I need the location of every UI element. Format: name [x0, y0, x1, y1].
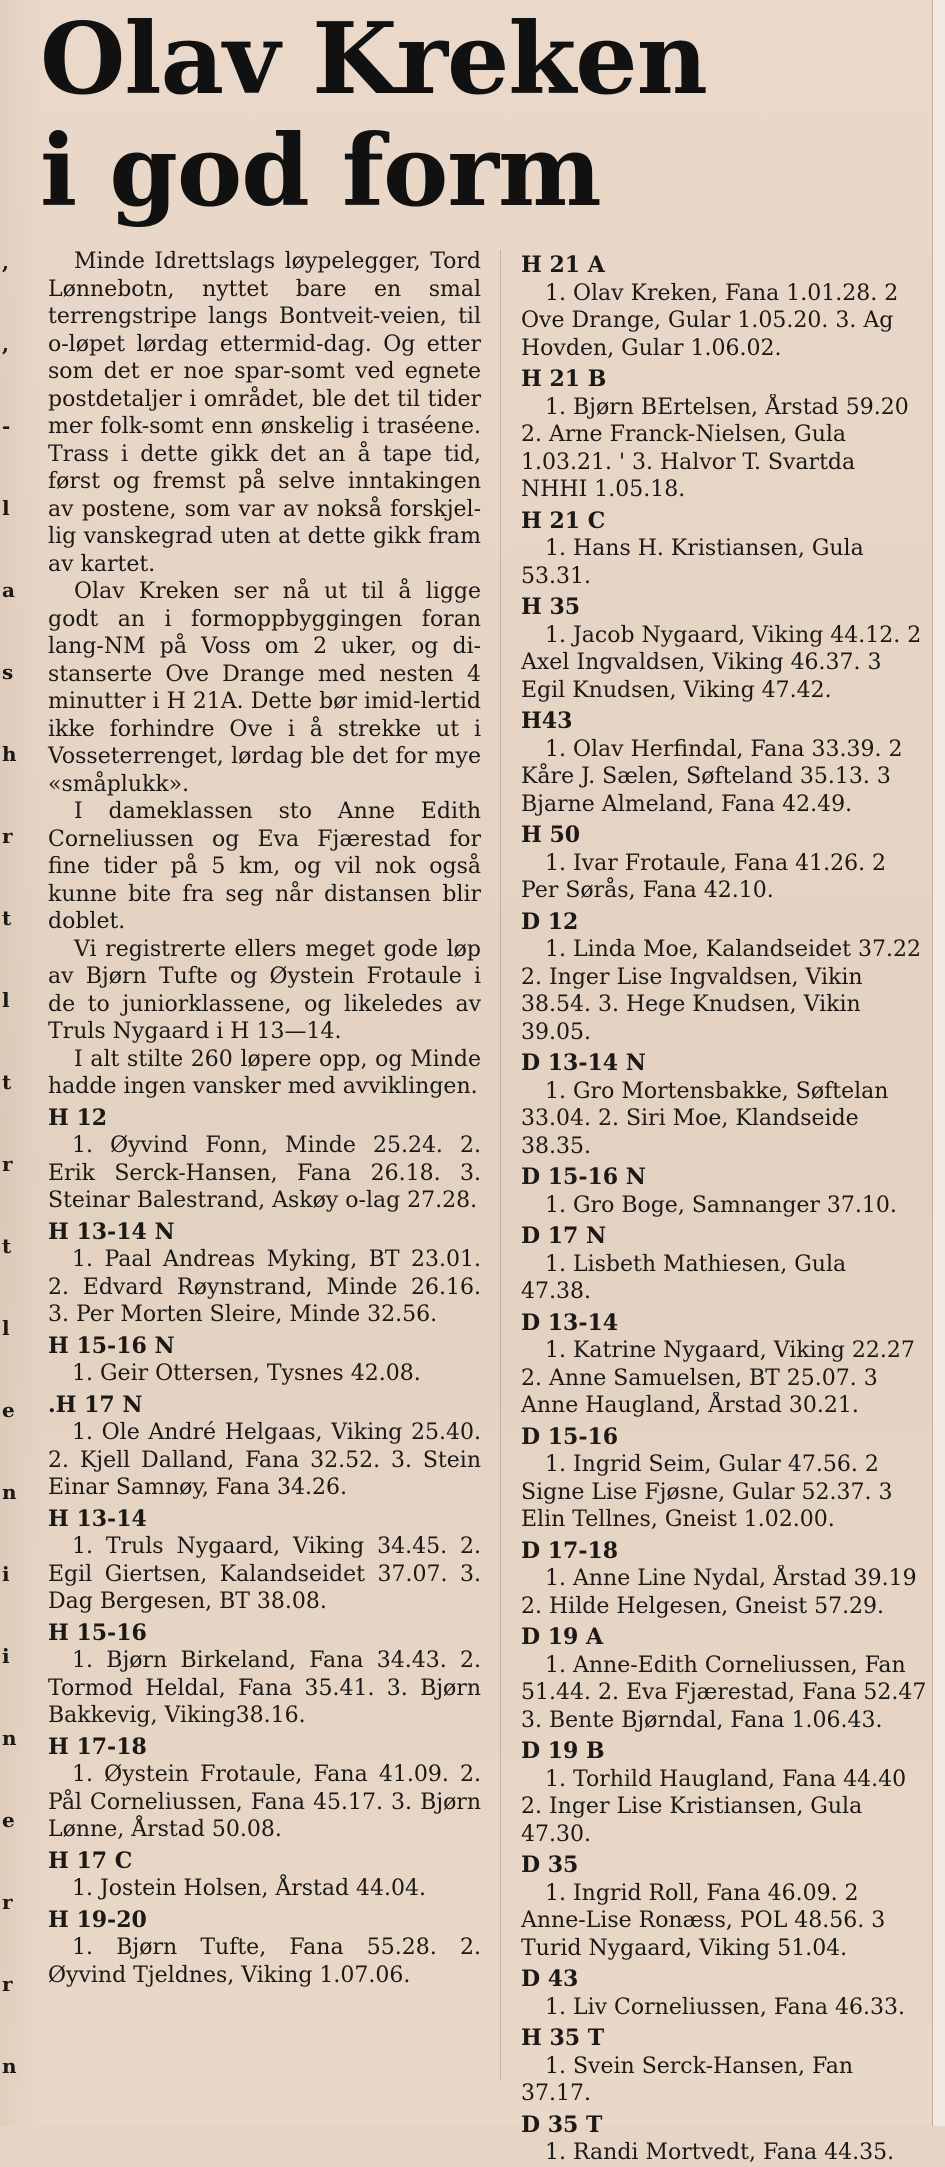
result-line: 2. Inger Lise Ingvaldsen, Vikin	[521, 964, 863, 990]
result-class-heading: H 35	[521, 594, 581, 620]
result-line: 1. Anne-Edith Corneliussen, Fan	[545, 1652, 906, 1678]
result-line: 1. Ingrid Roll, Fana 46.09. 2	[545, 1880, 859, 1906]
result-line: Axel Ingvaldsen, Viking 46.37. 3	[521, 650, 882, 675]
results-column-right	[521, 248, 941, 2167]
result-line: 1. Torhild Haugland, Fana 44.40	[545, 1766, 907, 1792]
result-entry: 1. Geir Ottersen, Tysnes 42.08.	[72, 1361, 421, 1386]
article-paragraph: Vi registrerte ellers meget gode løp av Bjørn Tufte og Øystein Frotaule i de to juniorklassene, og likeledes av Truls Nygaard i H 13—14.	[48, 936, 481, 1044]
edge-fragment-text: -	[2, 414, 11, 438]
edge-fragment-text: s	[2, 660, 14, 684]
result-line: 2. Anne Samuelsen, BT 25.07. 3	[521, 1365, 878, 1391]
result-line: Kåre J. Sælen, Søfteland 35.13. 3	[521, 764, 891, 789]
result-line: 1. Olav Herfindal, Fana 33.39. 2	[545, 736, 903, 762]
result-class-heading: D 35	[521, 1852, 579, 1878]
result-line: NHHI 1.05.18.	[521, 477, 686, 502]
edge-fragment-text: r	[2, 1152, 13, 1176]
edge-fragment-text: n	[2, 2054, 17, 2078]
result-entry: 1. Jostein Holsen, Årstad 44.04.	[72, 1876, 427, 1901]
result-line: 1. Jacob Nygaard, Viking 44.12. 2	[545, 622, 922, 648]
edge-fragment-text: ,	[2, 250, 9, 274]
result-class-heading: .H 17 N	[48, 1391, 143, 1418]
result-entry: 1. Paal Andreas Myking, BT 23.01. 2. Edvard Røynstrand, Minde 26.16. 3. Per Morten Sleire, Minde 32.56.	[48, 1247, 481, 1327]
edge-fragment-text: t	[2, 906, 12, 930]
edge-fragment-text: e	[2, 1398, 15, 1422]
result-line: 1. Gro Mortensbakke, Søftelan	[545, 1078, 889, 1104]
result-class-heading: D 19 B	[521, 1738, 605, 1764]
result-line: 1. Gro Boge, Samnanger 37.10.	[545, 1192, 897, 1218]
result-line: 1. Randi Mortvedt, Fana 44.35.	[545, 2140, 895, 2165]
headline	[40, 4, 707, 228]
edge-fragment-text: n	[2, 1726, 17, 1750]
edge-fragment-text: a	[2, 578, 15, 602]
result-entry: 1. Øystein Frotaule, Fana 41.09. 2. Pål Corneliussen, Fana 45.17. 3. Bjørn Lønne, Årstad 50.08.	[48, 1762, 481, 1842]
result-line: 1. Liv Corneliussen, Fana 46.33.	[545, 1994, 905, 2020]
result-class-heading: H 21 A	[521, 252, 605, 278]
result-line: Hovden, Gular 1.06.02.	[521, 335, 782, 361]
result-class-heading: H 17 C	[48, 1847, 133, 1874]
edge-fragment-text: r	[2, 824, 13, 848]
edge-fragment-text: i	[2, 1562, 10, 1586]
result-class-heading: H 12	[48, 1104, 108, 1131]
result-line: 47.38.	[521, 1279, 591, 1304]
result-line: 51.44. 2. Eva Fjærestad, Fana 52.47	[521, 1680, 927, 1705]
result-entry: 1. Ole André Helgaas, Viking 25.40. 2. Kjell Dalland, Fana 32.52. 3. Stein Einar Samnøy, Fana 34.26.	[48, 1420, 481, 1500]
result-line: 1. Svein Serck-Hansen, Fan	[545, 2053, 853, 2079]
edge-fragment-text: r	[2, 1972, 13, 1996]
result-line: Elin Tellnes, Gneist 1.02.00.	[521, 1507, 835, 1532]
result-line: 1. Linda Moe, Kalandseidet 37.22	[545, 937, 921, 962]
results-list-left	[48, 1105, 481, 1990]
edge-fragment-text: t	[2, 1234, 12, 1258]
result-class-heading: H 21 B	[521, 366, 607, 392]
result-line: 1. Bjørn BErtelsen, Årstad 59.20	[545, 394, 909, 420]
result-line: Anne-Lise Ronæss, POL 48.56. 3	[521, 1908, 886, 1933]
result-line: 2. Arne Franck-Nielsen, Gula	[521, 422, 847, 447]
result-entry: 1. Øyvind Fonn, Minde 25.24. 2. Erik Serck-Hansen, Fana 26.18. 3. Steinar Balestrand, Askøy o-lag 27.28.	[48, 1133, 481, 1213]
result-class-heading: H 15-16 N	[48, 1332, 175, 1359]
result-line: 1. Anne Line Nydal, Årstad 39.19	[545, 1566, 917, 1591]
result-line: 1. Ingrid Seim, Gular 47.56. 2	[545, 1452, 879, 1477]
headline-line-1: Olav Kreken	[40, 2, 707, 117]
result-entry: 1. Bjørn Birkeland, Fana 34.43. 2. Tormod Heldal, Fana 35.41. 3. Bjørn Bakkevig, Viking38.16.	[48, 1648, 481, 1728]
article-paragraph: Olav Kreken ser nå ut til å ligge godt an i formoppbyggingen foran lang-NM på Voss om 2 uker, og di-stanserte Ove Drange med nesten 4 minutter i H 21A. Dette bør imid-lertid ikke forhindre Ove i å strekke ut i Vosseterrenget, lørdag ble det for mye «småplukk».	[48, 579, 481, 797]
edge-fragment-text: l	[2, 988, 10, 1012]
result-class-heading: H 13-14 N	[48, 1218, 175, 1245]
result-class-heading: D 12	[521, 908, 579, 935]
result-line: Anne Haugland, Årstad 30.21.	[521, 1393, 859, 1418]
headline-line-2: i god form	[40, 114, 601, 229]
result-line: 1. Ivar Frotaule, Fana 41.26. 2	[545, 850, 887, 876]
edge-fragment-text: l	[2, 496, 10, 520]
result-line: Egil Knudsen, Viking 47.42.	[521, 677, 832, 703]
edge-fragment-text: i	[2, 1644, 10, 1668]
result-class-heading: H43	[521, 708, 573, 734]
result-class-heading: D 13-14	[521, 1309, 619, 1336]
result-line: 1. Olav Kreken, Fana 1.01.28. 2	[545, 280, 899, 306]
result-line: Ove Drange, Gular 1.05.20. 3. Ag	[521, 308, 894, 333]
edge-fragment-text: t	[2, 1070, 12, 1094]
result-class-heading: D 15-16	[521, 1423, 619, 1450]
result-line: 38.54. 3. Hege Knudsen, Vikin	[521, 992, 861, 1017]
result-line: Per Sørås, Fana 42.10.	[521, 878, 774, 903]
result-line: Turid Nygaard, Viking 51.04.	[521, 1935, 848, 1961]
edge-fragment-text: ,	[2, 332, 9, 356]
result-class-heading: H 50	[521, 822, 581, 848]
result-line: 1. Lisbeth Mathiesen, Gula	[545, 1251, 847, 1277]
result-line: 2. Inger Lise Kristiansen, Gula	[521, 1794, 863, 1819]
result-line: 3. Bente Bjørndal, Fana 1.06.43.	[521, 1707, 883, 1733]
article-paragraph: I dameklassen sto Anne Edith Corneliussen og Eva Fjærestad for fine tider på 5 km, og vil nok også kunne bite fra seg når distansen blir doblet.	[48, 799, 481, 934]
result-line: 2. Hilde Helgesen, Gneist 57.29.	[521, 1593, 885, 1619]
result-class-heading: H 13-14	[48, 1505, 147, 1532]
result-class-heading: H 21 C	[521, 507, 606, 534]
left-column-fragments	[2, 0, 17, 2126]
results-list-right	[521, 252, 941, 2167]
result-line: 47.30.	[521, 1821, 591, 1847]
result-class-heading: D 35 T	[521, 2111, 603, 2138]
result-line: 1. Katrine Nygaard, Viking 22.27	[545, 1338, 915, 1363]
article-paragraph: I alt stilte 260 løpere opp, og Minde hadde ingen vansker med avviklingen.	[48, 1046, 481, 1099]
edge-fragment-text: r	[2, 1890, 13, 1914]
result-class-heading: H 35 T	[521, 2025, 605, 2051]
result-line: 1.03.21. ' 3. Halvor T. Svartda	[521, 449, 856, 475]
result-line: 39.05.	[521, 1019, 591, 1045]
article-column-left	[48, 248, 481, 1989]
result-line: 1. Hans H. Kristiansen, Gula	[545, 536, 864, 561]
article-paragraph: Minde Idrettslags løypelegger, Tord Lønnebotn, nyttet bare en smal terrengstripe langs Bontveit-veien, til o-løpet lørdag ettermid-dag. Og etter som det er noe spar-somt ved egnete postdetaljer i området, ble det til tider mer folk-somt enn ønskelig i traséene. Trass i dette gikk det an å tape tid, først og fremst på selve inntakingen av postene, som var av nokså forskjel-lig vanskegrad uten at dette gikk fram av kartet.	[48, 249, 481, 577]
result-class-heading: D 13-14 N	[521, 1050, 646, 1076]
result-class-heading: D 43	[521, 1966, 579, 1992]
result-line: 37.17.	[521, 2081, 591, 2106]
result-class-heading: D 17-18	[521, 1537, 619, 1564]
result-line: 38.35.	[521, 1133, 591, 1159]
edge-fragment-text: h	[2, 742, 17, 766]
result-class-heading: H 19-20	[48, 1906, 147, 1933]
result-class-heading: D 19 A	[521, 1624, 604, 1650]
edge-fragment-text: l	[2, 1316, 10, 1340]
result-class-heading: H 17-18	[48, 1733, 147, 1760]
result-entry: 1. Bjørn Tufte, Fana 55.28. 2. Øyvind Tjeldnes, Viking 1.07.06.	[48, 1935, 481, 1988]
edge-fragment-text: n	[2, 1480, 17, 1504]
column-divider	[500, 250, 501, 2080]
result-line: Signe Lise Fjøsne, Gular 52.37. 3	[521, 1479, 893, 1505]
result-line: 53.31.	[521, 563, 591, 589]
result-class-heading: D 15-16 N	[521, 1164, 646, 1190]
result-entry: 1. Truls Nygaard, Viking 34.45. 2. Egil Giertsen, Kalandseidet 37.07. 3. Dag Bergesen, BT 38.08.	[48, 1534, 481, 1614]
result-line: 33.04. 2. Siri Moe, Klandseide	[521, 1106, 859, 1131]
result-class-heading: D 17 N	[521, 1223, 607, 1249]
result-class-heading: H 15-16	[48, 1619, 147, 1646]
edge-fragment-text: e	[2, 1808, 15, 1832]
result-line: Bjarne Almeland, Fana 42.49.	[521, 791, 853, 817]
